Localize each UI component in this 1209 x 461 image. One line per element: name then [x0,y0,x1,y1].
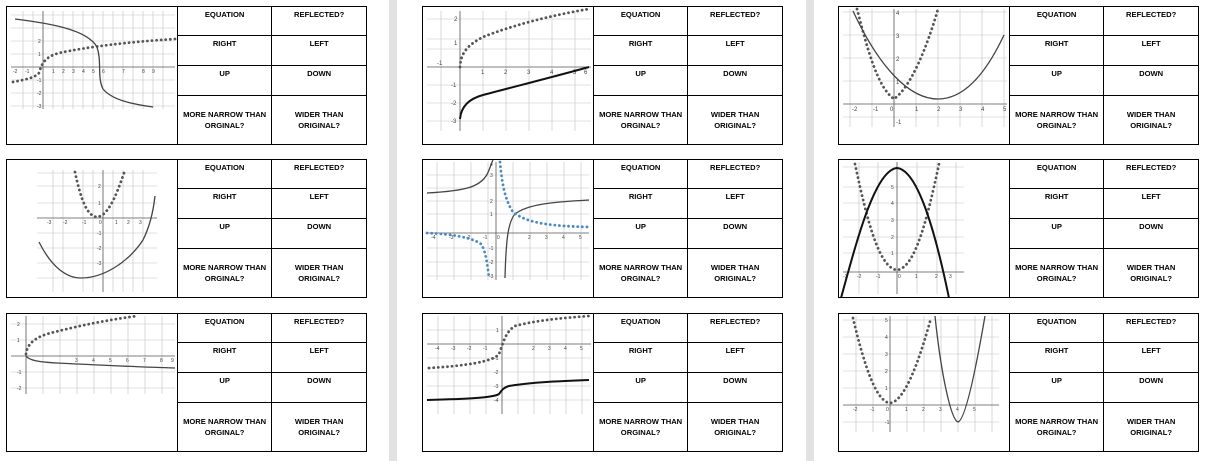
down-cell[interactable]: DOWN [688,373,782,403]
narrow-cell[interactable] [178,96,272,144]
axis-label: -1 [97,231,102,237]
axis-label: 0 [497,235,500,241]
graph-panel [7,7,177,144]
axis-label: 4 [981,107,985,113]
axis-label: 7 [122,69,125,75]
down-cell[interactable]: DOWN [1104,219,1198,249]
wider-label: WIDER THAN [710,263,760,273]
axis-label: 5 [1003,107,1007,113]
axis-label: 1 [38,52,41,58]
axis-label: 6 [102,69,105,75]
axis-label: -1 [870,407,875,413]
left-cell[interactable]: LEFT [688,189,782,219]
column-separator [389,0,397,461]
dotted-curve [13,39,175,82]
up-cell[interactable]: UP [178,219,272,249]
wider-cell[interactable] [1104,403,1198,451]
axis-label: 5 [573,70,577,76]
dotted-curve [26,316,137,354]
axis-label: 1 [885,386,888,392]
down-cell[interactable]: DOWN [272,219,366,249]
graph-panel [7,314,177,451]
graph-panel [7,160,177,297]
graph-panel [423,160,593,297]
narrow-label-2: ORGINAL? [1036,121,1077,131]
right-cell[interactable]: RIGHT [1010,36,1104,66]
down-cell[interactable]: DOWN [688,66,782,96]
dotted-curve [429,316,589,368]
up-cell[interactable]: UP [178,66,272,96]
axis-label: -1 [885,420,890,426]
wider-label-2: ORIGINAL? [298,274,340,284]
reflected-cell[interactable]: REFLECTED? [1104,314,1198,343]
axis-label: 3 [885,352,888,358]
wider-label-2: ORIGINAL? [1130,428,1172,438]
wider-label: WIDER THAN [710,110,760,120]
up-cell[interactable]: UP [178,373,272,403]
narrow-label-2: ORGINAL? [620,274,661,284]
axis-label: 3 [75,358,78,364]
axis-label: 9 [152,69,155,75]
solid-curve [26,356,175,368]
axis-label: 0 [898,274,901,280]
axis-label: -2 [97,246,102,252]
axis-label: 1 [481,70,485,76]
wider-label-2: ORIGINAL? [714,121,756,131]
narrow-label-2: ORGINAL? [204,428,245,438]
axis-label: 1 [115,220,118,226]
down-cell[interactable]: DOWN [272,66,366,96]
axis-label: 3 [139,220,142,226]
narrow-cell[interactable] [594,96,688,144]
axis-label: -3 [494,384,499,390]
narrow-label: MORE NARROW THAN [1015,417,1099,427]
narrow-label: MORE NARROW THAN [599,417,683,427]
axis-label: 4 [82,69,85,75]
axis-label: 5 [92,69,95,75]
axis-label: 5 [109,358,112,364]
graph-svg [7,314,177,451]
right-cell[interactable]: RIGHT [1010,189,1104,219]
axis-label: -4 [435,346,440,352]
equation-cell[interactable]: EQUATION [594,160,688,189]
axis-label: -1 [483,235,488,241]
axis-label: 2 [922,407,925,413]
axis-label: 8 [142,69,145,75]
axis-label: -2 [466,235,471,241]
axis-label: 3 [490,173,493,179]
wider-label: WIDER THAN [1126,110,1176,120]
wider-label-2: ORIGINAL? [298,121,340,131]
left-cell[interactable]: LEFT [272,36,366,66]
right-cell[interactable]: RIGHT [178,343,272,373]
axis-label: -1 [37,78,42,84]
narrow-label: MORE NARROW THAN [1015,110,1099,120]
axis-label: -3 [451,346,456,352]
axis-label: -2 [853,407,858,413]
narrow-label-2: ORGINAL? [204,274,245,284]
axis-label: 1 [490,212,493,218]
axis-label: 3 [939,407,942,413]
narrow-label: MORE NARROW THAN [183,417,267,427]
graph-svg [839,7,1009,144]
axis-label: 3 [896,34,900,40]
axis-label: 0 [890,107,894,113]
axis-label: 5 [885,318,888,324]
axis-label: 3 [545,235,548,241]
graph-card [422,159,783,298]
left-cell[interactable]: LEFT [1104,36,1198,66]
axis-label: -2 [37,91,42,97]
axis-label: -2 [13,69,18,75]
graph-svg [423,7,593,144]
graph-card [838,6,1199,145]
wider-label: WIDER THAN [294,417,344,427]
axis-label: -3 [449,235,454,241]
axis-label: 3 [548,346,551,352]
axis-label: -1 [494,356,499,362]
right-cell[interactable]: RIGHT [594,343,688,373]
narrow-cell[interactable] [594,249,688,297]
graph-panel [423,314,593,451]
graph-card [838,159,1199,298]
axis-label: 5 [579,235,582,241]
narrow-label-2: ORGINAL? [1036,428,1077,438]
narrow-cell[interactable] [1010,403,1104,451]
narrow-cell[interactable] [178,403,272,451]
axis-label: -4 [494,398,499,404]
graph-card [6,159,367,298]
right-cell[interactable]: RIGHT [1010,343,1104,373]
transformation-table [593,314,782,451]
transformation-table [177,7,366,144]
axis-label: 6 [584,70,588,76]
blue-dotted-curve [427,233,489,278]
graph-svg [423,160,593,297]
reflected-cell[interactable]: REFLECTED? [688,160,782,189]
wider-cell[interactable] [688,249,782,297]
axis-label: 2 [454,17,458,23]
graph-card [838,313,1199,452]
axis-label: 4 [550,70,554,76]
axis-label: -1 [437,61,443,67]
dotted-curve [75,170,125,217]
narrow-label: MORE NARROW THAN [599,110,683,120]
axis-label: -2 [489,260,494,266]
narrow-label: MORE NARROW THAN [599,263,683,273]
graph-svg [7,160,177,297]
axis-label: 2 [98,184,101,190]
narrow-label: MORE NARROW THAN [183,110,267,120]
axis-label: 1 [98,201,101,207]
axis-label: 2 [504,70,508,76]
wider-cell[interactable] [272,249,366,297]
axis-label: 1 [915,274,918,280]
right-cell[interactable]: RIGHT [178,189,272,219]
axis-label: 2 [62,69,65,75]
axis-label: -1 [82,220,87,226]
narrow-label-2: ORGINAL? [620,428,661,438]
axis-label: -2 [63,220,68,226]
up-cell[interactable]: UP [1010,373,1104,403]
narrow-cell[interactable] [1010,96,1104,144]
reflected-cell[interactable]: REFLECTED? [272,314,366,343]
narrow-cell[interactable] [1010,249,1104,297]
graph-panel [423,7,593,144]
transformation-table [593,160,782,297]
axis-label: 0 [886,407,889,413]
axis-label: -3 [37,104,42,110]
axis-label: -2 [494,370,499,376]
axis-label: 2 [38,39,41,45]
axis-label: 6 [126,358,129,364]
axis-label: -3 [97,261,102,267]
axis-label: -2 [451,101,457,107]
graph-panel [839,7,1009,144]
axis-label: 0 [99,220,102,226]
axis-label: 1 [52,69,55,75]
axis-label: 2 [937,107,941,113]
equation-cell[interactable]: EQUATION [178,7,272,36]
graph-svg [423,314,593,451]
axis-label: -3 [843,274,848,280]
axis-label: 3 [527,70,531,76]
left-cell[interactable]: LEFT [688,36,782,66]
wider-label-2: ORIGINAL? [714,428,756,438]
axis-label: 3 [891,218,894,224]
axis-label: -1 [451,83,457,89]
up-cell[interactable]: UP [594,373,688,403]
axis-label: 4 [562,235,565,241]
wider-cell[interactable] [1104,249,1198,297]
narrow-cell[interactable] [594,403,688,451]
wider-cell[interactable] [1104,96,1198,144]
wider-label-2: ORIGINAL? [1130,274,1172,284]
axis-label: 4 [92,358,95,364]
axis-label: -1 [17,370,22,376]
down-cell[interactable]: DOWN [272,373,366,403]
reflected-cell[interactable]: REFLECTED? [272,160,366,189]
wider-label-2: ORIGINAL? [1130,121,1172,131]
right-cell[interactable]: RIGHT [594,189,688,219]
axis-label: 4 [891,201,894,207]
equation-cell[interactable]: EQUATION [178,160,272,189]
axis-label: 5 [891,185,894,191]
up-cell[interactable]: UP [594,219,688,249]
narrow-label: MORE NARROW THAN [1015,263,1099,273]
left-cell[interactable]: LEFT [1104,189,1198,219]
graph-svg [839,160,1009,297]
wider-cell[interactable] [688,403,782,451]
wider-label: WIDER THAN [294,263,344,273]
down-cell[interactable]: DOWN [1104,373,1198,403]
transformation-table [1009,7,1198,144]
axis-label: 5 [973,407,976,413]
axis-label: 1 [896,80,900,86]
graph-card [6,313,367,452]
right-cell[interactable]: RIGHT [178,36,272,66]
axis-label: -2 [857,274,862,280]
graph-panel [839,314,1009,451]
reflected-cell[interactable]: REFLECTED? [688,314,782,343]
axis-label: 3 [949,274,952,280]
reflected-cell[interactable]: REFLECTED? [1104,160,1198,189]
axis-label: -3 [489,274,494,280]
axis-label: -2 [852,107,858,113]
up-cell[interactable]: UP [1010,219,1104,249]
graph-card [422,6,783,145]
graph-panel [839,160,1009,297]
left-cell[interactable]: LEFT [272,343,366,373]
axis-label: 2 [891,235,894,241]
axis-label: -4 [431,235,436,241]
solid-curve [935,316,985,422]
axis-label: 2 [896,57,900,63]
wider-label: WIDER THAN [294,110,344,120]
axis-label: 1 [891,251,894,257]
wider-label: WIDER THAN [710,417,760,427]
up-cell[interactable]: UP [594,66,688,96]
axis-label: 4 [885,335,888,341]
wider-label: WIDER THAN [1126,417,1176,427]
left-cell[interactable]: LEFT [272,189,366,219]
solid-curve [15,19,153,107]
wider-cell[interactable] [272,403,366,451]
axis-label: 2 [528,235,531,241]
axis-label: -2 [467,346,472,352]
equation-cell[interactable]: EQUATION [1010,7,1104,36]
axis-label: 2 [127,220,130,226]
axis-label: 3 [959,107,963,113]
wider-label-2: ORIGINAL? [298,428,340,438]
reflected-cell[interactable]: REFLECTED? [272,7,366,36]
axis-label: 2 [490,199,493,205]
solid-curve [427,380,589,400]
equation-cell[interactable]: EQUATION [594,314,688,343]
down-cell[interactable]: DOWN [688,219,782,249]
axis-label: 1 [496,328,499,334]
axis-label: 5 [580,346,583,352]
axis-label: -3 [451,119,457,125]
axis-label: 3 [72,69,75,75]
axis-label: 4 [896,11,900,17]
axis-label: 2 [532,346,535,352]
axis-label: -1 [896,120,902,126]
column-separator [806,0,814,461]
axis-label: -3 [47,220,52,226]
graph-svg [7,7,177,144]
down-cell[interactable]: DOWN [1104,66,1198,96]
wider-cell[interactable] [688,96,782,144]
axis-label: 1 [915,107,919,113]
axis-label: 2 [17,322,20,328]
narrow-label: MORE NARROW THAN [183,263,267,273]
transformation-table [177,314,366,451]
axis-label: 9 [171,358,174,364]
axis-label: -1 [873,107,879,113]
axis-label: 2 [935,274,938,280]
dotted-curve [460,9,589,67]
wider-cell[interactable] [272,96,366,144]
wider-label-2: ORIGINAL? [714,274,756,284]
left-cell[interactable]: LEFT [1104,343,1198,373]
graph-svg [839,314,1009,451]
equation-cell[interactable]: EQUATION [1010,314,1104,343]
axis-label: -1 [25,69,30,75]
transformation-table [1009,314,1198,451]
reflected-cell[interactable]: REFLECTED? [688,7,782,36]
narrow-cell[interactable] [178,249,272,297]
axis-label: -1 [876,274,881,280]
transformation-table [177,160,366,297]
reflected-cell[interactable]: REFLECTED? [1104,7,1198,36]
wider-label: WIDER THAN [1126,263,1176,273]
up-cell[interactable]: UP [1010,66,1104,96]
equation-cell[interactable]: EQUATION [1010,160,1104,189]
axis-label: 4 [956,407,959,413]
axis-label: 4 [564,346,567,352]
graph-card [422,313,783,452]
dotted-curve [853,318,931,403]
axis-label: -2 [17,386,22,392]
axis-label: 8 [160,358,163,364]
solid-curve [853,11,1004,99]
axis-label: -1 [483,346,488,352]
narrow-label-2: ORGINAL? [1036,274,1077,284]
transformation-table [593,7,782,144]
right-cell[interactable]: RIGHT [594,36,688,66]
narrow-label-2: ORGINAL? [620,121,661,131]
solid-curve [460,67,589,119]
graph-card [6,6,367,145]
axis-label: 7 [143,358,146,364]
axis-label: -1 [489,246,494,252]
narrow-label-2: ORGINAL? [204,121,245,131]
equation-cell[interactable]: EQUATION [594,7,688,36]
axis-label: 1 [905,407,908,413]
axis-label: 1 [17,338,20,344]
left-cell[interactable]: LEFT [688,343,782,373]
axis-label: 2 [885,369,888,375]
axis-label: 4 [490,162,493,168]
transformation-table [1009,160,1198,297]
axis-label: 1 [454,41,458,47]
equation-cell[interactable]: EQUATION [178,314,272,343]
